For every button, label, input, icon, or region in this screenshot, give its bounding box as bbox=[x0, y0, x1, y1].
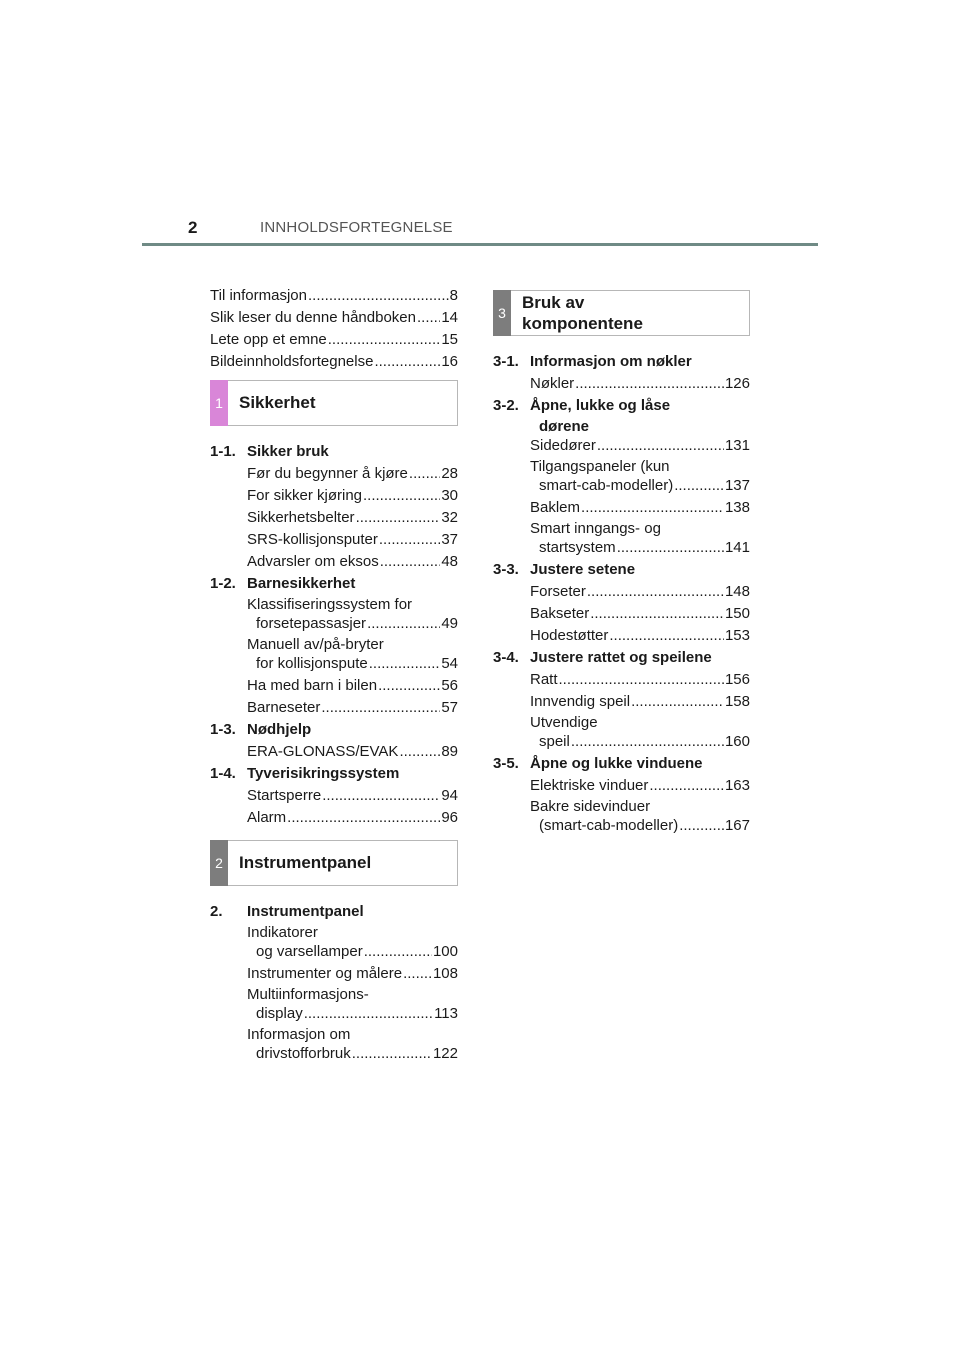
page-header bbox=[142, 214, 818, 246]
toc-entry[interactable]: Hodestøtter ..... 153 bbox=[493, 626, 750, 648]
toc-entry[interactable]: smart-cab-modeller) ..... 137 bbox=[493, 476, 750, 498]
toc-entry[interactable]: Ratt ..... 156 bbox=[493, 670, 750, 692]
toc-entry[interactable]: SRS-kollisjonsputer ..... 37 bbox=[210, 530, 458, 552]
toc-entry[interactable]: forsetepassasjer ..... 49 bbox=[210, 614, 458, 636]
section-heading[interactable]: 1-1. Sikker bruk bbox=[210, 443, 329, 460]
toc-entry[interactable]: For sikker kjøring ..... 30 bbox=[210, 486, 458, 508]
toc-entry[interactable]: Advarsler om eksos ..... 48 bbox=[210, 552, 458, 574]
toc-entry[interactable]: Slik leser du denne håndboken ..... 14 bbox=[210, 308, 458, 330]
chapter-3-tab: 3 bbox=[493, 290, 511, 336]
chapter-3-box[interactable] bbox=[493, 290, 750, 336]
toc-entry[interactable]: Forseter ..... 148 bbox=[493, 582, 750, 604]
page-number: 2 bbox=[188, 218, 198, 237]
toc-entry[interactable]: Sidedører ..... 131 bbox=[493, 436, 750, 458]
header-title: INNHOLDSFORTEGNELSE bbox=[260, 219, 453, 236]
toc-entry-line[interactable]: Multiinformasjons- bbox=[247, 986, 369, 1003]
toc-entry[interactable]: Bakseter ..... 150 bbox=[493, 604, 750, 626]
toc-entry[interactable]: speil ..... 160 bbox=[493, 732, 750, 754]
chapter-2-title: Instrumentpanel bbox=[239, 853, 372, 872]
section-heading-cont[interactable]: dørene bbox=[539, 418, 590, 435]
toc-entry[interactable]: ERA-GLONASS/EVAK ..... 89 bbox=[210, 742, 458, 764]
toc-entry-line[interactable]: Bakre sidevinduer bbox=[530, 798, 651, 815]
toc-entry[interactable]: Lete opp et emne ..... 15 bbox=[210, 330, 458, 352]
toc-left-column bbox=[210, 286, 458, 1066]
toc-entry-line[interactable]: Tilgangspaneler (kun bbox=[530, 458, 670, 475]
toc-entry[interactable]: Innvendig speil ..... 158 bbox=[493, 692, 750, 714]
toc-entry[interactable]: Ha med barn i bilen ..... 56 bbox=[210, 676, 458, 698]
header-rule bbox=[142, 243, 818, 246]
toc-entry[interactable]: Nøkler ..... 126 bbox=[493, 374, 750, 396]
toc-entry-line[interactable]: Utvendige bbox=[530, 714, 598, 731]
chapter-2-box[interactable] bbox=[210, 840, 458, 886]
chapter-3-title: Bruk av komponentene bbox=[522, 293, 643, 333]
toc-entry[interactable]: Før du begynner å kjøre ..... 28 bbox=[210, 464, 458, 486]
section-heading[interactable]: 2. Instrumentpanel bbox=[210, 903, 364, 920]
toc-entry[interactable]: Bildeinnholdsfortegnelse ..... 16 bbox=[210, 352, 458, 374]
section-heading[interactable]: 3-1. Informasjon om nøkler bbox=[493, 353, 692, 370]
toc-entry-line[interactable]: Smart inngangs- og bbox=[530, 520, 661, 537]
toc-right-column bbox=[493, 290, 750, 838]
chapter-1-box[interactable] bbox=[210, 380, 458, 426]
chapter-1-title: Sikkerhet bbox=[239, 393, 316, 412]
section-heading[interactable]: 3-4. Justere rattet og speilene bbox=[493, 649, 712, 666]
toc-entry[interactable]: Startsperre ..... 94 bbox=[210, 786, 458, 808]
section-heading[interactable]: 1-4. Tyverisikringssystem bbox=[210, 765, 400, 782]
section-heading[interactable]: 3-2. Åpne, lukke og låse bbox=[493, 397, 671, 414]
toc-entry[interactable]: drivstofforbruk ..... 122 bbox=[210, 1044, 458, 1066]
chapter-2-tab: 2 bbox=[210, 840, 228, 886]
toc-entry[interactable]: Sikkerhetsbelter ..... 32 bbox=[210, 508, 458, 530]
toc-entry[interactable]: Barneseter ..... 57 bbox=[210, 698, 458, 720]
chapter-1-tab: 1 bbox=[210, 380, 228, 426]
toc-entry[interactable]: Alarm ..... 96 bbox=[210, 808, 458, 830]
toc-entry[interactable]: Til informasjon ..... 8 bbox=[210, 286, 458, 308]
section-heading[interactable]: 3-5. Åpne og lukke vinduene bbox=[493, 755, 703, 772]
toc-entry[interactable]: for kollisjonspute ..... 54 bbox=[210, 654, 458, 676]
toc-entry[interactable]: og varsellamper ..... 100 bbox=[210, 942, 458, 964]
toc-entry-line[interactable]: Informasjon om bbox=[247, 1026, 351, 1043]
toc-entry[interactable]: display ..... 113 bbox=[210, 1004, 458, 1026]
section-heading[interactable]: 3-3. Justere setene bbox=[493, 561, 636, 578]
toc-entry[interactable]: Instrumenter og målere ..... 108 bbox=[210, 964, 458, 986]
section-heading[interactable]: 1-3. Nødhjelp bbox=[210, 721, 312, 738]
section-heading[interactable]: 1-2. Barnesikkerhet bbox=[210, 575, 356, 592]
toc-entry-line[interactable]: Indikatorer bbox=[247, 924, 318, 941]
toc-entry[interactable]: Elektriske vinduer ..... 163 bbox=[493, 776, 750, 798]
toc-entry-line[interactable]: Klassifiseringssystem for bbox=[247, 596, 413, 613]
toc-entry[interactable]: (smart-cab-modeller) ..... 167 bbox=[493, 816, 750, 838]
toc-entry[interactable]: startsystem ..... 141 bbox=[493, 538, 750, 560]
toc-entry[interactable]: Baklem ..... 138 bbox=[493, 498, 750, 520]
toc-entry-line[interactable]: Manuell av/på-bryter bbox=[247, 636, 384, 653]
